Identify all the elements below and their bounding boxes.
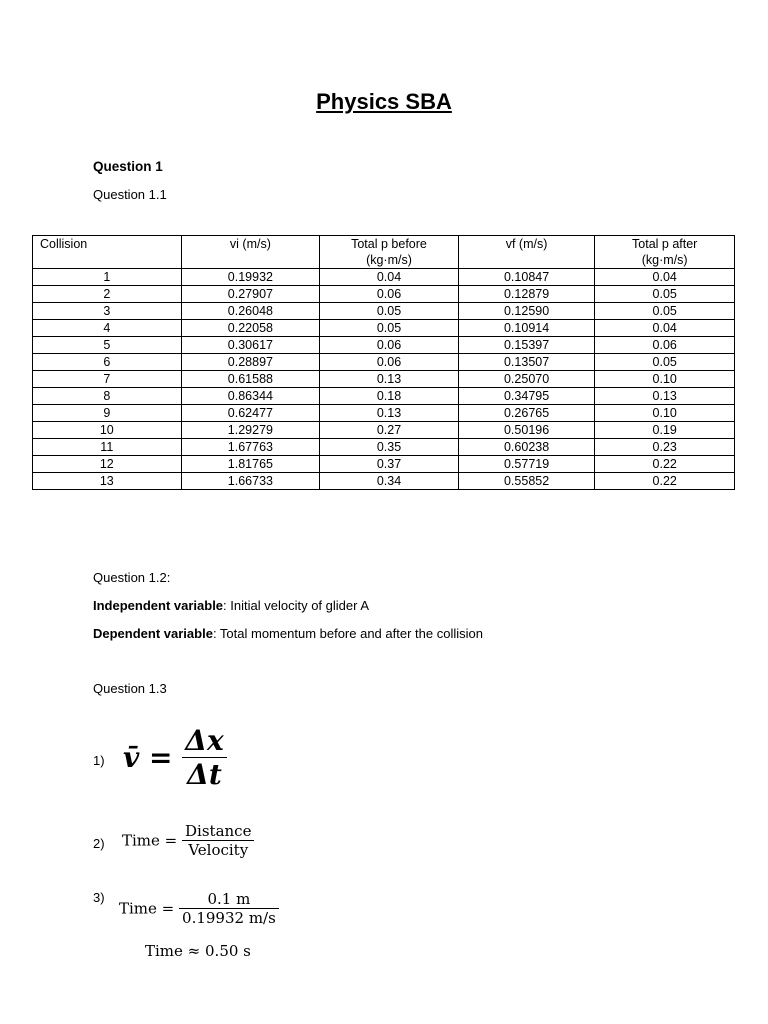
header-p-before: Total p before (kg·m/s): [320, 236, 459, 269]
cell-collision: 6: [33, 354, 182, 371]
cell-vi: 0.22058: [181, 320, 320, 337]
cell-vf: 0.57719: [458, 456, 595, 473]
dependent-variable-text: : Total momentum before and after the collision: [212, 626, 483, 641]
table-row: [33, 303, 735, 320]
equation-2-number: 2): [93, 836, 105, 851]
cell-p-after: 0.13: [595, 388, 735, 405]
cell-collision: 2: [33, 286, 182, 303]
equation-1-denominator: Δt: [187, 758, 222, 791]
cell-vf: 0.10914: [458, 320, 595, 337]
cell-collision: 8: [33, 388, 182, 405]
dependent-variable: [93, 626, 483, 641]
table-header-row: [33, 236, 735, 269]
cell-collision: 5: [33, 337, 182, 354]
cell-vi: 0.27907: [181, 286, 320, 303]
cell-p-after: 0.06: [595, 337, 735, 354]
equation-3-result: Time ≈ 0.50 s: [145, 942, 251, 960]
table-body: [33, 269, 735, 490]
cell-p-after: 0.05: [595, 286, 735, 303]
equation-2-denominator: Velocity: [188, 841, 249, 859]
equation-1-number: 1): [93, 753, 105, 768]
cell-collision: 7: [33, 371, 182, 388]
equation-3-denominator: 0.19932 m/s: [182, 909, 276, 927]
cell-vf: 0.55852: [458, 473, 595, 490]
cell-collision: 3: [33, 303, 182, 320]
table-row: [33, 405, 735, 422]
cell-collision: 4: [33, 320, 182, 337]
cell-vf: 0.50196: [458, 422, 595, 439]
equation-1-numerator: Δx: [185, 724, 224, 757]
cell-p-before: 0.04: [320, 269, 459, 286]
results-table: [32, 235, 735, 490]
header-vi: vi (m/s): [181, 236, 320, 269]
equation-1: [123, 724, 227, 791]
header-vf: vf (m/s): [458, 236, 595, 269]
cell-vi: 0.86344: [181, 388, 320, 405]
equation-3: [119, 890, 279, 927]
independent-variable: [93, 598, 369, 613]
dependent-variable-label: Dependent variable: [93, 626, 213, 641]
cell-p-before: 0.05: [320, 320, 459, 337]
cell-vi: 0.62477: [181, 405, 320, 422]
cell-p-after: 0.05: [595, 303, 735, 320]
header-p-after: Total p after (kg·m/s): [595, 236, 735, 269]
equation-2-fraction: [182, 822, 254, 859]
cell-vi: 1.81765: [181, 456, 320, 473]
table-row: [33, 286, 735, 303]
cell-p-after: 0.05: [595, 354, 735, 371]
cell-vf: 0.60238: [458, 439, 595, 456]
question-1-2-label: Question 1.2:: [93, 570, 171, 585]
question-1-3-label: Question 1.3: [93, 681, 167, 696]
cell-vi: 1.29279: [181, 422, 320, 439]
table-row: [33, 269, 735, 286]
cell-p-after: 0.04: [595, 320, 735, 337]
equation-1-lhs: v̄ =: [123, 741, 173, 774]
cell-vf: 0.25070: [458, 371, 595, 388]
cell-vi: 0.28897: [181, 354, 320, 371]
cell-collision: 12: [33, 456, 182, 473]
cell-vf: 0.26765: [458, 405, 595, 422]
table-row: [33, 320, 735, 337]
page-title: Physics SBA: [316, 89, 452, 114]
cell-collision: 1: [33, 269, 182, 286]
cell-vi: 1.67763: [181, 439, 320, 456]
cell-vi: 0.61588: [181, 371, 320, 388]
cell-p-before: 0.34: [320, 473, 459, 490]
cell-p-after: 0.19: [595, 422, 735, 439]
cell-collision: 9: [33, 405, 182, 422]
cell-p-before: 0.18: [320, 388, 459, 405]
equation-2: [122, 822, 254, 859]
table-row: [33, 388, 735, 405]
cell-p-before: 0.06: [320, 337, 459, 354]
cell-p-before: 0.13: [320, 371, 459, 388]
equation-3-fraction: [179, 890, 279, 927]
table-row: [33, 456, 735, 473]
cell-collision: 11: [33, 439, 182, 456]
cell-vf: 0.12590: [458, 303, 595, 320]
cell-p-before: 0.27: [320, 422, 459, 439]
cell-collision: 13: [33, 473, 182, 490]
table-row: [33, 439, 735, 456]
cell-p-before: 0.06: [320, 354, 459, 371]
cell-vi: 0.26048: [181, 303, 320, 320]
cell-p-before: 0.13: [320, 405, 459, 422]
cell-vf: 0.12879: [458, 286, 595, 303]
equation-3-number: 3): [93, 890, 105, 905]
question-1-1-label: Question 1.1: [93, 187, 167, 202]
cell-p-before: 0.06: [320, 286, 459, 303]
cell-p-after: 0.23: [595, 439, 735, 456]
cell-p-after: 0.10: [595, 371, 735, 388]
equation-3-lhs: Time =: [119, 899, 175, 918]
equation-2-numerator: Distance: [185, 822, 252, 840]
cell-p-before: 0.35: [320, 439, 459, 456]
table-row: [33, 473, 735, 490]
cell-p-after: 0.22: [595, 456, 735, 473]
question-heading: Question 1: [93, 159, 163, 174]
cell-collision: 10: [33, 422, 182, 439]
independent-variable-text: : Initial velocity of glider A: [223, 598, 370, 613]
equation-1-fraction: [182, 724, 226, 791]
cell-p-after: 0.04: [595, 269, 735, 286]
header-collision: Collision: [33, 236, 182, 269]
cell-vi: 0.19932: [181, 269, 320, 286]
cell-vi: 0.30617: [181, 337, 320, 354]
table-row: [33, 371, 735, 388]
equation-2-lhs: Time =: [122, 831, 178, 850]
cell-vi: 1.66733: [181, 473, 320, 490]
cell-p-after: 0.10: [595, 405, 735, 422]
cell-vf: 0.15397: [458, 337, 595, 354]
table-row: [33, 422, 735, 439]
independent-variable-label: Independent variable: [93, 598, 224, 613]
cell-vf: 0.13507: [458, 354, 595, 371]
table-row: [33, 354, 735, 371]
table-row: [33, 337, 735, 354]
cell-vf: 0.34795: [458, 388, 595, 405]
equation-3-numerator: 0.1 m: [207, 890, 251, 908]
cell-p-before: 0.37: [320, 456, 459, 473]
cell-p-before: 0.05: [320, 303, 459, 320]
cell-vf: 0.10847: [458, 269, 595, 286]
cell-p-after: 0.22: [595, 473, 735, 490]
